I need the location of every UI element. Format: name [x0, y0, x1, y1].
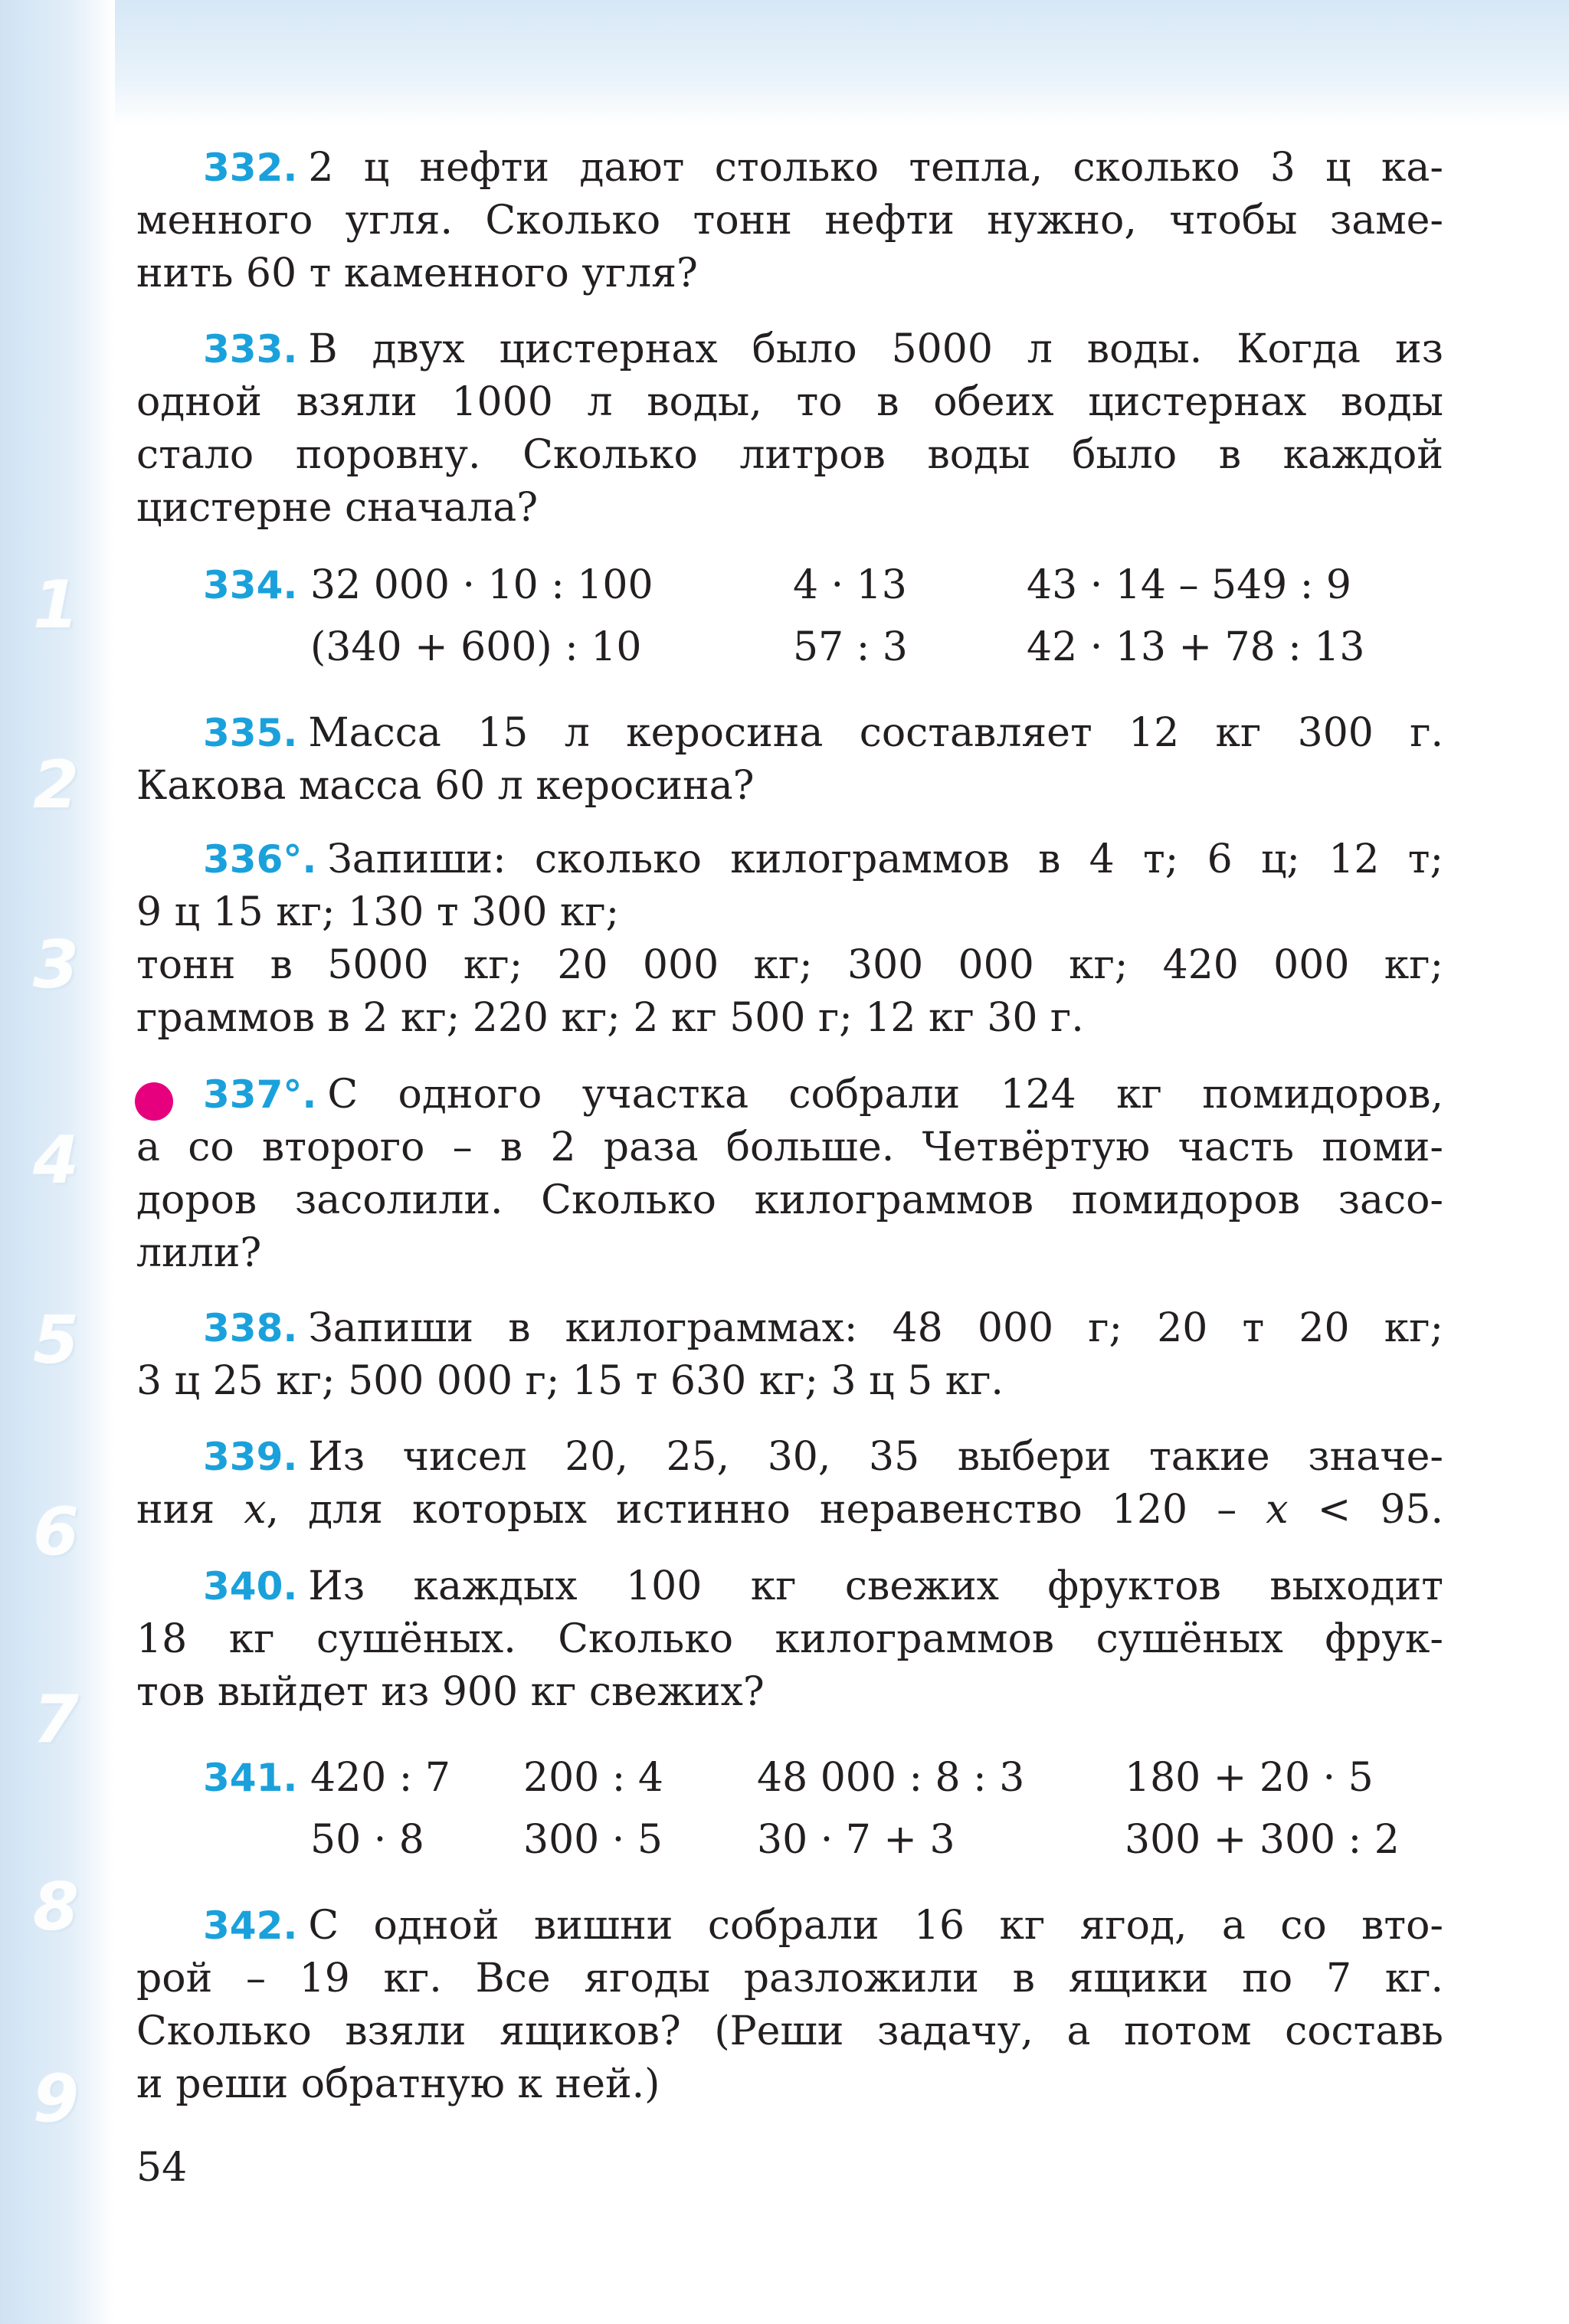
task-text-line: 18 кг сушёных. Сколько килограммов сушёных фрук- — [136, 1616, 1443, 1662]
top-band — [0, 0, 1569, 126]
task-text-line: одной взяли 1000 л воды, то в обеих цистернах воды — [136, 379, 1443, 425]
task-text-line: тонн в 5000 кг; 20 000 кг; 300 000 кг; 420 000 кг; — [136, 942, 1443, 988]
task-333 — [136, 323, 1443, 535]
task-336 — [136, 833, 1443, 1045]
expression: (340 + 600) : 10 — [310, 624, 642, 670]
task-number: 337°. — [203, 1072, 317, 1117]
task-text-line: Какова масса 60 л керосина? — [136, 763, 755, 809]
task-342 — [136, 1900, 1443, 2111]
expression: 50 · 8 — [310, 1817, 424, 1863]
task-text-line: лили? — [136, 1230, 262, 1276]
expression: 300 + 300 : 2 — [1125, 1817, 1400, 1863]
chapter-tab-7: 7 — [33, 1681, 79, 1758]
task-text-line: граммов в 2 кг; 220 кг; 2 кг 500 г; 12 кг 30 г. — [136, 995, 1084, 1041]
task-text-line: цистерне сначала? — [136, 485, 539, 531]
task-number: 332. — [203, 146, 298, 190]
task-number: 340. — [203, 1564, 298, 1609]
task-number: 341. — [203, 1756, 298, 1800]
task-text-line: рой – 19 кг. Все ягоды разложили в ящики по 7 кг. — [136, 1956, 1443, 2002]
task-340 — [136, 1560, 1443, 1719]
page-number: 54 — [136, 2145, 188, 2191]
chapter-tab-1: 1 — [33, 567, 79, 643]
task-334 — [136, 559, 1443, 683]
expression: 48 000 : 8 : 3 — [757, 1755, 1025, 1801]
task-text-line: Сколько взяли ящиков? (Реши задачу, а потом составь — [136, 2008, 1443, 2054]
expression: 4 · 13 — [793, 562, 907, 608]
task-number: 342. — [203, 1903, 298, 1948]
chapter-tab-4: 4 — [33, 1122, 79, 1199]
task-text-line: ния x, для которых истинно неравенство 120 – x < 95. — [136, 1487, 1443, 1533]
expression: 32 000 · 10 : 100 — [310, 562, 653, 608]
task-text-line: менного угля. Сколько тонн нефти нужно, чтобы заме- — [136, 198, 1443, 244]
chapter-tab-6: 6 — [33, 1494, 79, 1570]
expression: 300 · 5 — [523, 1817, 663, 1863]
task-332 — [136, 142, 1443, 300]
expression: 43 · 14 – 549 : 9 — [1027, 562, 1351, 608]
task-text-line: стало поровну. Сколько литров воды было в каждой — [136, 432, 1443, 478]
chapter-tab-3: 3 — [33, 927, 79, 1003]
task-number: 339. — [203, 1435, 298, 1479]
task-number: 333. — [203, 327, 298, 372]
task-338 — [136, 1302, 1443, 1408]
task-text-line: Масса 15 л керосина составляет 12 кг 300 г. — [308, 710, 1443, 756]
expression: 42 · 13 + 78 : 13 — [1027, 624, 1365, 670]
chapter-tab-2: 2 — [33, 747, 79, 823]
expression: 200 : 4 — [523, 1755, 663, 1801]
chapter-tab-8: 8 — [33, 1869, 79, 1946]
task-text-line: С одного участка собрали 124 кг помидоров, — [327, 1072, 1443, 1118]
task-text-line: и реши обратную к ней.) — [136, 2061, 660, 2107]
task-text-line: В двух цистернах было 5000 л воды. Когда из — [308, 326, 1443, 372]
task-text-line: доров засолили. Сколько килограммов помидоров засо- — [136, 1177, 1443, 1223]
task-number: 334. — [203, 563, 298, 607]
task-text-line: Из чисел 20, 25, 30, 35 выбери такие значе- — [308, 1434, 1443, 1480]
task-text-line: Из каждых 100 кг свежих фруктов выходит — [308, 1563, 1443, 1609]
chapter-tab-strip — [0, 0, 115, 2324]
expression: 180 + 20 · 5 — [1125, 1755, 1374, 1801]
task-335 — [136, 707, 1443, 813]
task-text-line: 3 ц 25 кг; 500 000 г; 15 т 630 кг; 3 ц 5 кг. — [136, 1358, 1004, 1404]
task-text-line: Запиши в килограммах: 48 000 г; 20 т 20 кг; — [308, 1305, 1443, 1351]
task-number: 336°. — [203, 837, 317, 882]
task-text-line: нить 60 т каменного угля? — [136, 250, 698, 296]
task-text-line: Запиши: сколько килограммов в 4 т; 6 ц; 12 т; — [327, 836, 1443, 882]
task-341 — [136, 1752, 1443, 1876]
task-text-line: С одной вишни собрали 16 кг ягод, а со вто- — [308, 1903, 1443, 1949]
task-text-line: 2 ц нефти дают столько тепла, сколько 3 ц ка- — [308, 145, 1443, 191]
expression: 30 · 7 + 3 — [757, 1817, 955, 1863]
task-339 — [136, 1431, 1443, 1537]
chapter-tab-9: 9 — [33, 2061, 79, 2137]
task-text-line: а со второго – в 2 раза больше. Четвёртую часть поми- — [136, 1124, 1443, 1170]
variable-x: x — [1266, 1487, 1289, 1533]
task-text-line: тов выйдет из 900 кг свежих? — [136, 1669, 765, 1715]
variable-x: x — [244, 1487, 267, 1533]
expression: 420 : 7 — [310, 1755, 450, 1801]
task-number: 338. — [203, 1306, 298, 1350]
task-337 — [136, 1069, 1443, 1280]
expression: 57 : 3 — [793, 624, 908, 670]
task-number: 335. — [203, 711, 298, 755]
task-text-line: 9 ц 15 кг; 130 т 300 кг; — [136, 889, 620, 935]
chapter-tab-5: 5 — [33, 1302, 79, 1379]
